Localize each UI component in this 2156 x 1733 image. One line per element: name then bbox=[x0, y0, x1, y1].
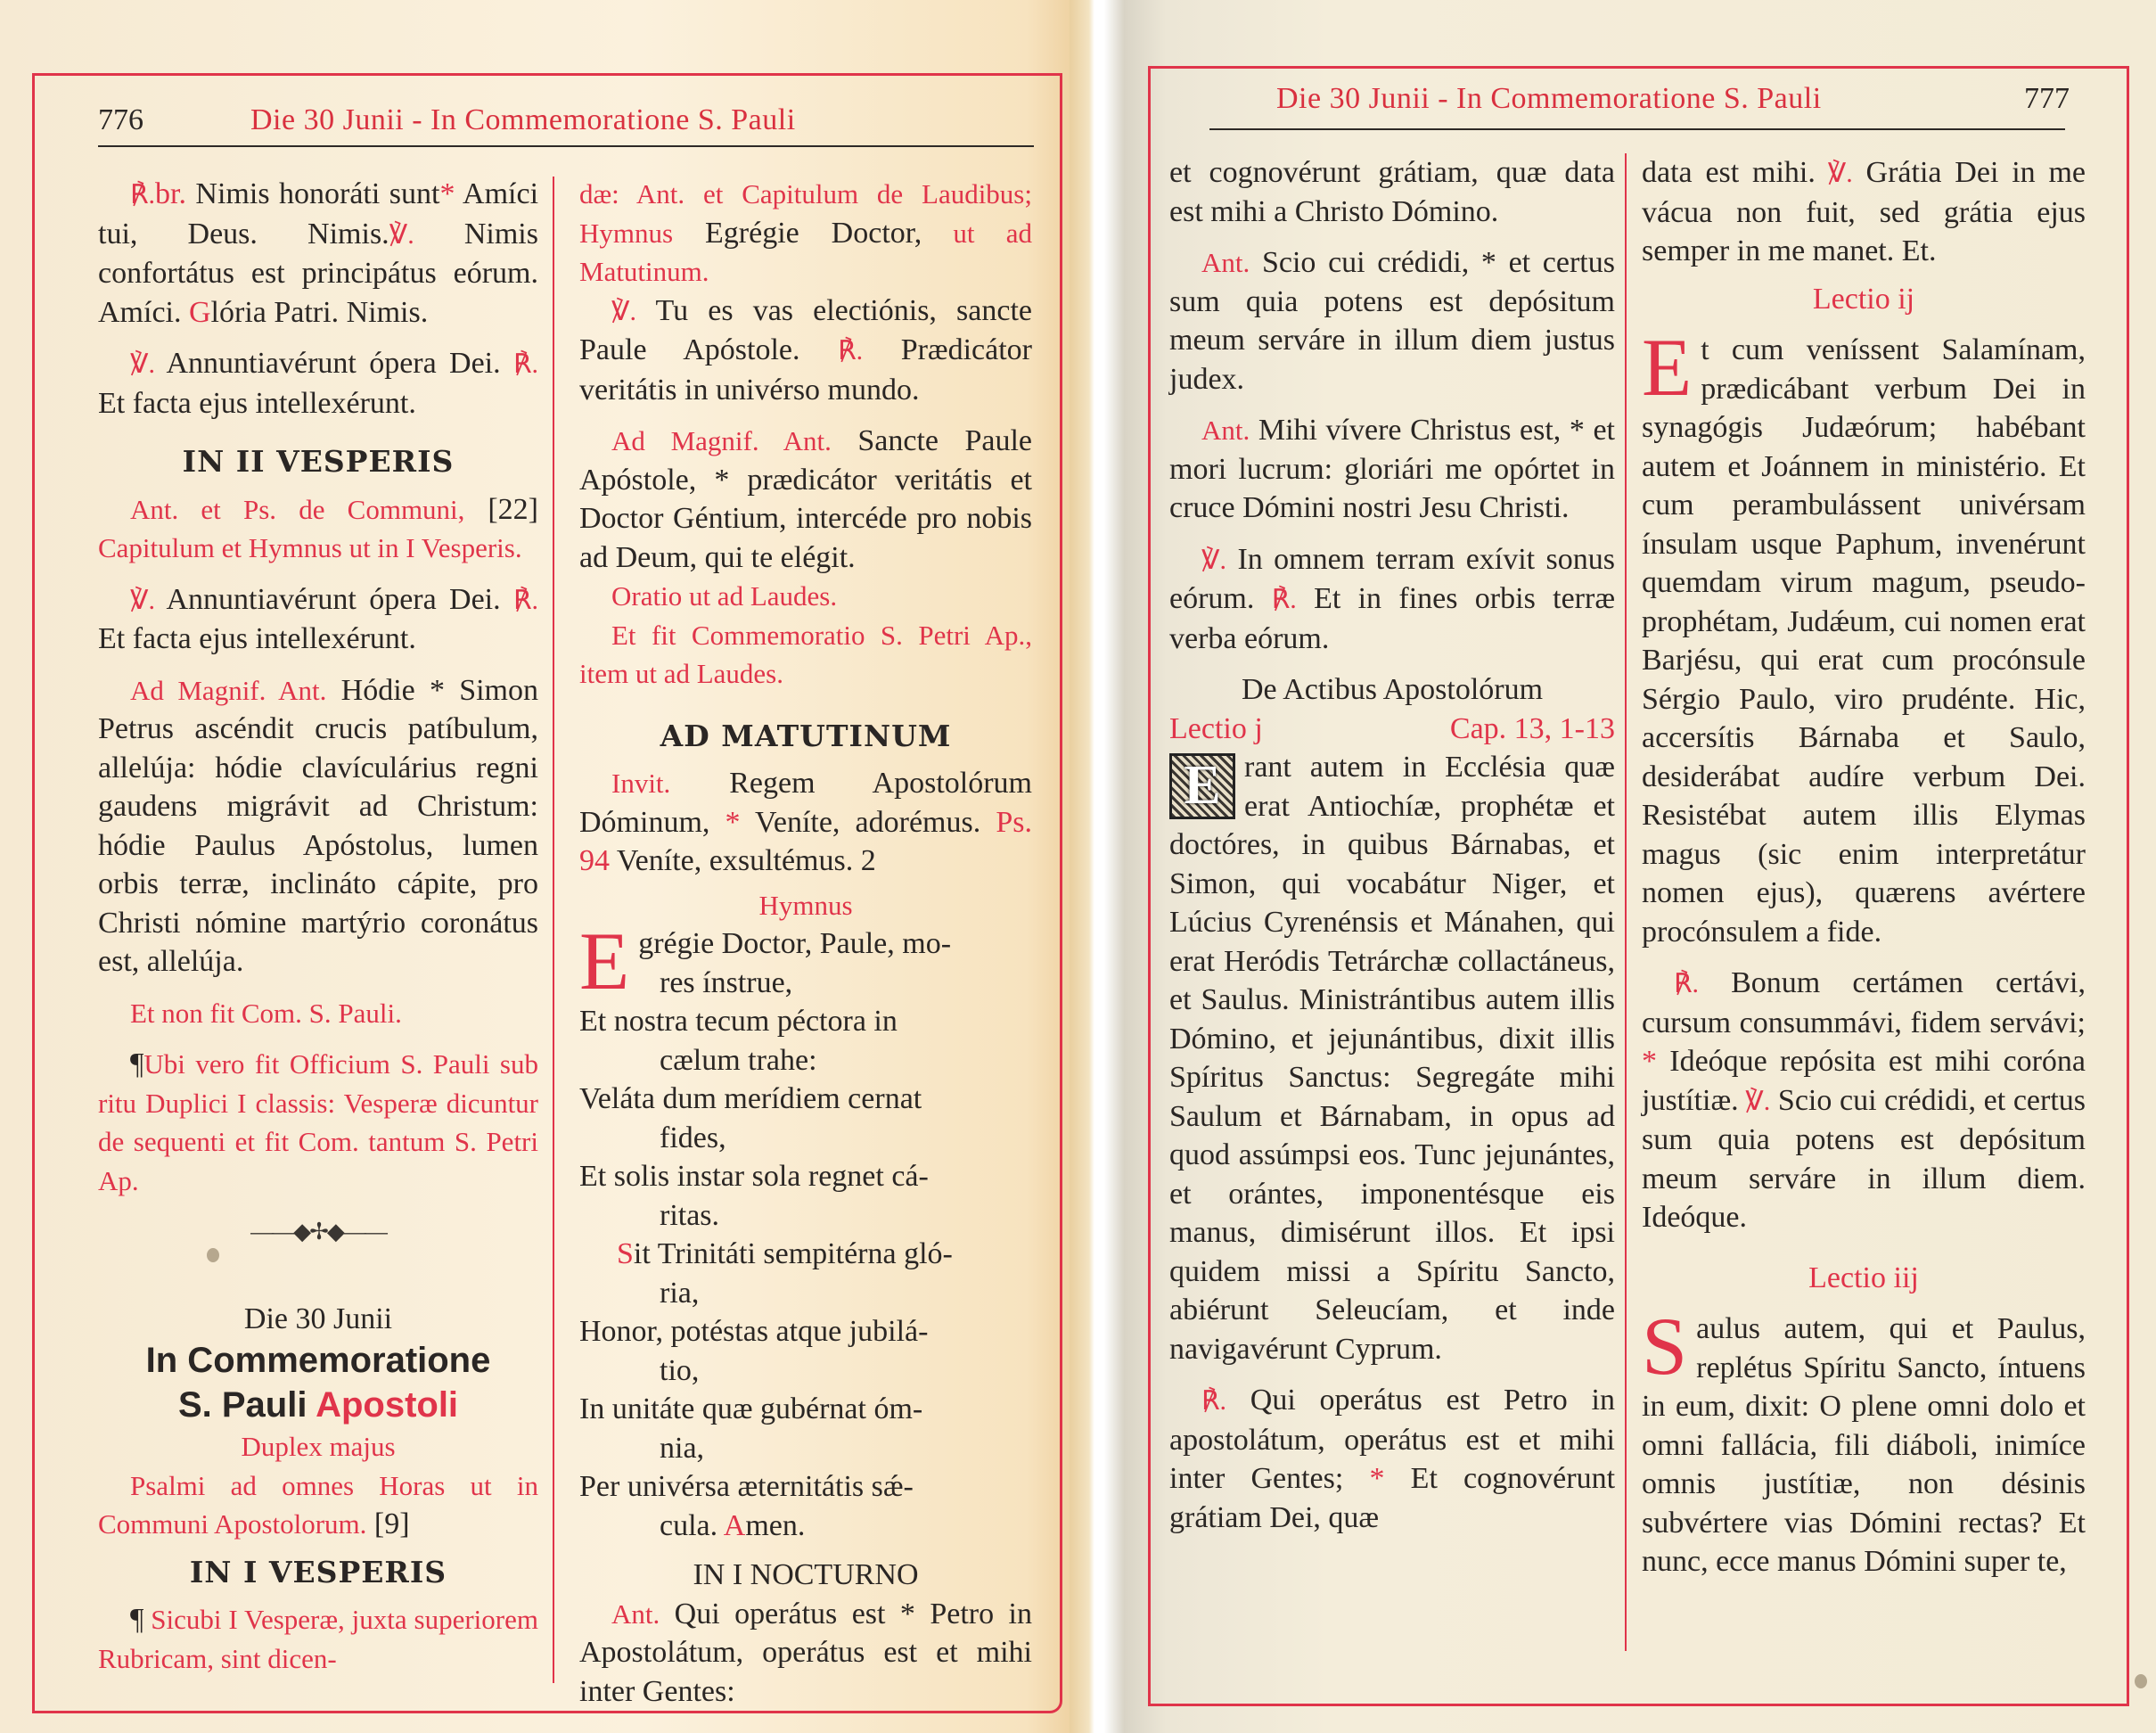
lectio-body: t cum veníssent Salamínam, prædicábant verbum Dei in synagógis Judæórum; habébant autem et Joánnem in ministério. Et cum perambulássent univérsam ínsulam usque Paphum, invenérunt quemdam virum magum, pseudo-prophétam, Judǽum, cui nomen erat Barjésu, qui erat cum procónsule Sérgio Paulo, viro prudénte. Hic, accersítis Bárnaba et Saulo, desiderábat audíre verbum Dei. Resistébat autem illis Elymas magus (sic enim interpretátur nomen ejus), quærens avértere procónsulem a fide. bbox=[1642, 333, 2086, 949]
pilcrow-icon: ¶ bbox=[130, 1047, 144, 1080]
responsory-brevis bbox=[98, 175, 538, 332]
ornamental-divider: ——◆✢◆—— bbox=[250, 1219, 386, 1244]
asterisk: * bbox=[1642, 1045, 1657, 1078]
lectio-source: De Actibus Apostolórum bbox=[1241, 673, 1544, 706]
versicle-text: Annuntiavérunt ópera Dei. bbox=[155, 582, 501, 616]
right-column-1 bbox=[1169, 153, 1615, 1537]
cross-reference: [22] bbox=[464, 492, 538, 526]
psalmi-rubric bbox=[98, 1466, 538, 1544]
antiphon bbox=[1169, 243, 1615, 398]
red-initial: S bbox=[617, 1237, 634, 1270]
rubric-label: Ant. bbox=[1201, 415, 1250, 446]
rubric-commemoratio: Et fit Commemoratio S. Petri Ap., item ut ad Laudes. bbox=[579, 619, 1032, 689]
rubric-non-fit: Et non fit Com. S. Pauli. bbox=[130, 997, 402, 1029]
responsory-text: Et cognovérunt grátiam Dei, quæ bbox=[1169, 1462, 1616, 1534]
paper-stain bbox=[207, 1248, 219, 1262]
hymn-line-cont: ria, bbox=[660, 1276, 700, 1310]
feast-rank: Duplex majus bbox=[241, 1431, 396, 1462]
section-heading-nocturno: IN I NOCTURNO bbox=[693, 1558, 919, 1591]
feast-title-part: S. Pauli bbox=[177, 1385, 316, 1425]
left-column-2 bbox=[579, 175, 1032, 1711]
magnificat-antiphon bbox=[98, 671, 538, 981]
rubric-text: ut ad Matutinum. bbox=[579, 217, 1032, 287]
left-page-776 bbox=[0, 0, 1070, 1733]
versicle-symbol: ℣. bbox=[130, 349, 156, 379]
page-number: 777 bbox=[2023, 82, 2070, 115]
versicle-symbol: ℣. bbox=[389, 219, 414, 250]
versicle-text: Tu es vas electiónis, sancte Paule Apóstole. bbox=[579, 293, 1032, 366]
response-symbol: ℟. bbox=[1271, 585, 1297, 614]
responsory bbox=[1642, 964, 2086, 1237]
left-column-1 bbox=[98, 175, 538, 1678]
antiphon bbox=[1169, 411, 1615, 528]
text: data est mihi. bbox=[1642, 156, 1816, 189]
versicle-symbol: ℣. bbox=[1815, 159, 1853, 188]
running-head-title: Die 30 Junii - In Commemoratione S. Pauli bbox=[250, 103, 796, 136]
rubric-text: Sicubi I Vesperæ, juxta superiorem Rubricam, sint dicen- bbox=[98, 1604, 538, 1674]
rubric-label: Invit. bbox=[611, 768, 671, 799]
lectio-text bbox=[1642, 322, 2086, 951]
hymn-line: Et solis instar sola regnet cá- bbox=[579, 1160, 929, 1193]
hymn-text: it Trinitáti sempitérna gló- bbox=[633, 1237, 953, 1270]
hymn-line-cont: fides, bbox=[660, 1121, 726, 1154]
versicle bbox=[98, 580, 538, 659]
antiphon-text: Sancte Paule Apóstole, * prædicátor veritátis et Doctor Géntium, intercéde pro nobis ad Deum, qui te elégit. bbox=[579, 424, 1033, 574]
brevis-label: br. bbox=[155, 177, 186, 210]
hymn-line: Honor, potéstas atque jubilá- bbox=[579, 1315, 929, 1348]
asterisk: * bbox=[439, 177, 455, 210]
antiphon-text: Hódie * Simon Petrus ascéndit crucis patíbulum, allelúja: hódie clavículárius regni gaudens migrávit ad Christum: hódie Paulus Apóstolus, lumen orbis terræ, inclináto cápite, pro Christi nómine martýrio coronátus est, allelúja. bbox=[98, 673, 538, 978]
hymn-text: cula. bbox=[660, 1508, 724, 1542]
responsory-text: Bonum certámen certávi, cursum consummávi, fidem servávi; bbox=[1642, 966, 2086, 1039]
antiphon bbox=[579, 1595, 1032, 1712]
continuation-text bbox=[1642, 153, 2086, 271]
versicle bbox=[98, 344, 538, 423]
drop-cap: S bbox=[1642, 1301, 1688, 1392]
asterisk: * bbox=[709, 805, 741, 839]
continuation-text: et cognovérunt grátiam, quæ data est mihi a Christo Dómino. bbox=[1169, 156, 1615, 228]
rubric-label: Ant. bbox=[611, 1597, 660, 1630]
rubric-text: Capitulum et Hymnus ut in I Vesperis. bbox=[98, 532, 522, 563]
hymn-text: men. bbox=[745, 1508, 806, 1542]
paper-stain bbox=[2135, 1674, 2147, 1688]
rubric-oratio: Oratio ut ad Laudes. bbox=[611, 580, 838, 612]
page-number: 776 bbox=[98, 103, 143, 136]
rubric-label: Ad Magnif. Ant. bbox=[130, 674, 327, 706]
hymn-text: grégie Doctor, Paule, mo- bbox=[638, 927, 952, 960]
drop-cap: E bbox=[579, 916, 630, 1006]
invitatory-text: Veníte, adorémus. bbox=[740, 805, 981, 839]
header-rule bbox=[1209, 128, 2065, 130]
antiphon-text: Scio cui crédidi, * et certus sum quia potens est depósitum meum serváre in illum diem justus judex. bbox=[1169, 246, 1615, 396]
lectio-label: Lectio ij bbox=[1812, 282, 1915, 316]
feast-title-red: Apostoli bbox=[316, 1385, 459, 1425]
psalm-reference: Ps. 94 bbox=[579, 805, 1033, 877]
hymnus-title: Hymnus bbox=[758, 889, 853, 921]
response-symbol: ℟. bbox=[512, 585, 538, 615]
antiphon-text: Mihi vívere Christus est, * et mori lucrum: gloriári me opórtet in cruce Dómini nostri Jesu Christi. bbox=[1169, 414, 1615, 524]
rubric bbox=[98, 490, 538, 568]
response-symbol: ℟. bbox=[1674, 969, 1700, 998]
hymn-line: Et nostra tecum péctora in bbox=[579, 1005, 898, 1038]
rubric-label: Ant. bbox=[1201, 247, 1250, 278]
hymn-line: Veláta dum merídiem cernat bbox=[579, 1082, 922, 1115]
column-divider bbox=[1625, 153, 1627, 1651]
red-initial: G bbox=[188, 295, 211, 329]
lectio-heading bbox=[1169, 710, 1615, 749]
right-page-777 bbox=[1125, 0, 2156, 1733]
hymn-line-cont bbox=[579, 1507, 1032, 1546]
section-heading: AD MATUTINUM bbox=[660, 718, 952, 753]
rubric-continuation bbox=[579, 175, 1032, 292]
red-initial: A bbox=[723, 1508, 746, 1542]
invitatory bbox=[579, 764, 1032, 881]
response-symbol: ℟. bbox=[130, 180, 156, 209]
lectio-body: rant autem in Ecclésia quæ erat Antiochíæ, prophétæ et doctóres, in quibus Bárnabas, et Simon, qui vocabátur Niger, et Lúcius Cyrenénsis et Mánahen, qui erat Heródis Tetrárchæ collactáneus, et Saulus. Ministrántibus autem illis Dómino, et jejunántibus, dixit illis Spíritus Sanctus: Segregáte mihi Saulum et Bárnabam, in opus ad quod assúmpsi eos. Tunc jejunántes, et orántes, imponentésque eis manus, dimisérunt illos. Et ipsi quidem missi a Spíritu Sancto, abiérunt Seleucíam, et inde navigavérunt Cyprum. bbox=[1169, 751, 1615, 1366]
pilcrow-icon: ¶ bbox=[130, 1603, 144, 1636]
header-rule bbox=[98, 145, 1034, 147]
running-header bbox=[1276, 82, 2070, 116]
lectio-body: aulus autem, qui et Paulus, replétus Spíritu Sancto, íntuens in eum, dixit: O plene omni dolo et omni fallácia, fili diáboli, inimíce omnis justítiæ, non désinis subvértere vias Dómini rectas? Et nunc, ecce manus Dómini super te, bbox=[1642, 1312, 2086, 1578]
versicle-symbol: ℣. bbox=[611, 296, 637, 326]
rubric-sicubi bbox=[98, 1600, 538, 1678]
magnificat-antiphon bbox=[579, 422, 1032, 577]
response-text: Et in fines orbis terræ verba eórum. bbox=[1169, 582, 1615, 655]
resp-text: Nimis honoráti sunt bbox=[185, 177, 440, 210]
scripture-reference: Cap. 13, 1-13 bbox=[1449, 711, 1615, 745]
running-head-title: Die 30 Junii - In Commemoratione S. Pauli bbox=[1276, 82, 1822, 115]
response-text: Et facta ejus intellexérunt. bbox=[98, 386, 416, 420]
response-symbol: ℟. bbox=[1201, 1386, 1227, 1416]
section-heading: IN I VESPERIS bbox=[189, 1554, 447, 1589]
versicle-text: In omnem terram exívit sonus eórum. bbox=[1169, 542, 1615, 615]
hymn-line-cont: ritas. bbox=[660, 1198, 720, 1232]
invitatory-text: Regem Apostolórum Dóminum, bbox=[579, 767, 1032, 839]
column-divider bbox=[553, 177, 554, 1683]
section-heading: IN II VESPERIS bbox=[182, 444, 455, 479]
invitatory-text: Veníte, exsultémus. 2 bbox=[610, 844, 876, 877]
gloria-text: lória Patri. Nimis. bbox=[210, 295, 429, 329]
versicle bbox=[1169, 540, 1615, 659]
versicle bbox=[579, 292, 1032, 410]
antiphon-text: Qui operátus est * Petro in Apostolátum, operátus est et mihi inter Gentes: bbox=[579, 1597, 1032, 1708]
responsory bbox=[1169, 1381, 1615, 1537]
hymn-line: In unitáte quæ gubérnat óm- bbox=[579, 1392, 923, 1425]
response-symbol: ℟. bbox=[838, 336, 864, 365]
feast-date: Die 30 Junii bbox=[243, 1302, 393, 1335]
versicle-symbol: ℣. bbox=[1738, 1086, 1771, 1116]
cross-reference: [9] bbox=[366, 1507, 410, 1540]
right-column-2 bbox=[1642, 153, 2086, 1581]
rubric-text: dæ: Ant. et Capitulum de Laudibus; Hymnus bbox=[579, 178, 1032, 249]
response-symbol: ℟. bbox=[512, 349, 538, 379]
rubric-text: Ubi vero fit Officium S. Pauli sub ritu Duplici I classis: Vesperæ dicuntur de sequenti et fit Com. tantum S. Petri Ap. bbox=[98, 1048, 538, 1196]
hymn-incipit: Egrégie Doctor, bbox=[673, 216, 922, 250]
lectio-label: Lectio iij bbox=[1808, 1261, 1919, 1294]
lectio-text bbox=[1642, 1301, 2086, 1581]
versicle-symbol: ℣. bbox=[130, 585, 156, 615]
drop-cap: E bbox=[1642, 322, 1693, 413]
book-gutter bbox=[1070, 0, 1125, 1733]
hymn bbox=[579, 916, 1032, 1545]
responsory-text: Qui operátus est Petro in apostolátum, operátus est et mihi inter Gentes; bbox=[1169, 1384, 1615, 1495]
hymn-line-cont: res ínstrue, bbox=[660, 965, 793, 999]
ornate-initial-icon: E bbox=[1169, 753, 1235, 819]
rubric-ubi bbox=[98, 1045, 538, 1200]
text: Grátia Dei in me vácua non fuit, sed grátia ejus semper in me manet. Et. bbox=[1642, 156, 2086, 267]
lectio-label: Lectio j bbox=[1169, 711, 1263, 745]
resp-text: Amíci tui, Deus. Nimis. bbox=[98, 177, 539, 251]
response-text: Et facta ejus intellexérunt. bbox=[98, 622, 416, 655]
hymn-line-cont: cælum trahe: bbox=[660, 1043, 817, 1077]
hymn-line-cont: tio, bbox=[660, 1353, 700, 1387]
rubric-text: Psalmi ad omnes Horas ut in Communi Apostolorum. bbox=[98, 1469, 538, 1540]
running-header bbox=[98, 103, 1034, 137]
versicle-symbol: ℣. bbox=[1201, 545, 1227, 575]
rubric-label: Ad Magnif. Ant. bbox=[611, 425, 832, 456]
rubric-text: Ant. et Ps. de Communi, bbox=[130, 493, 465, 525]
lectio-text bbox=[1169, 748, 1615, 1368]
asterisk: * bbox=[1343, 1462, 1385, 1495]
responsory-text: Scio cui crédidi, et certus sum quia potens est depósitum meum serváre in illum diem. Ideóque. bbox=[1642, 1083, 2086, 1234]
responsory-text: Ideóque repósita est mihi coróna justítiæ. bbox=[1642, 1045, 2086, 1117]
hymn-doxology bbox=[579, 1235, 1032, 1274]
resp-text: Nimis confortátus est principátus eórum. Amíci. bbox=[98, 217, 538, 329]
feast-title: In Commemoratione bbox=[145, 1341, 491, 1380]
response-text: Prædicátor veritátis in univérso mundo. bbox=[579, 333, 1033, 407]
hymn-line-cont: nia, bbox=[660, 1431, 705, 1465]
feast-title bbox=[98, 1383, 538, 1427]
hymn-line: Per univérsa æternitátis sǽ- bbox=[579, 1470, 914, 1503]
versicle-text: Annuntiavérunt ópera Dei. bbox=[155, 347, 501, 380]
